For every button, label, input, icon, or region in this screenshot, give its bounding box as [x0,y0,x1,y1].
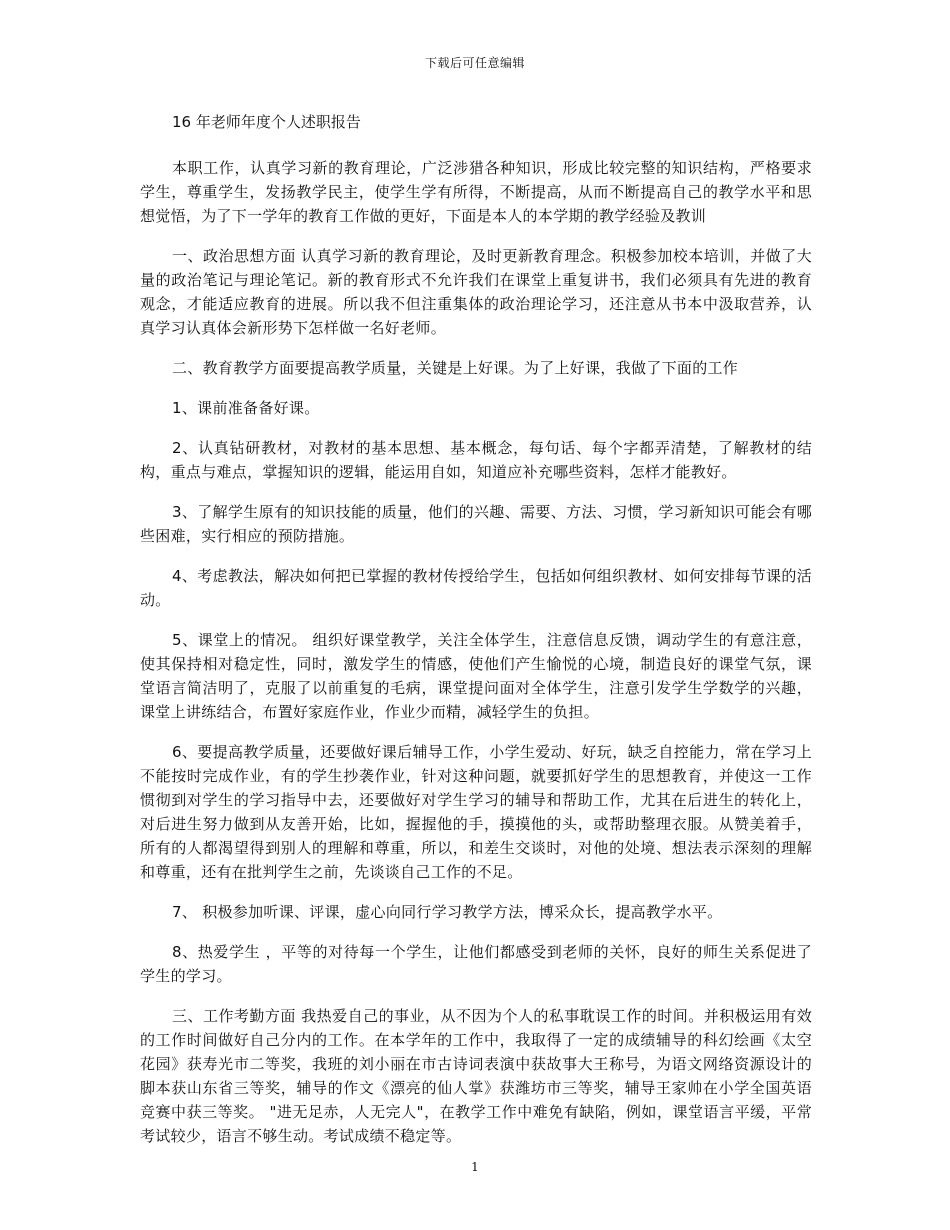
paragraph-item-4: 4、考虑教法，解决如何把已掌握的教材传授给学生，包括如何组织教材、如何安排每节课的活动。 [140,567,812,609]
paragraph-item-1: 1、课前准备备好课。 [172,399,320,417]
paragraph-item-7: 7、 积极参加听课、评课，虚心向同行学习教学方法，博采众长，提高教学水平。 [172,903,723,921]
paragraph-item-3: 3、了解学生原有的知识技能的质量，他们的兴趣、需要、方法、习惯，学习新知识可能会有哪些困难，实行相应的预防措施。 [140,503,812,545]
paragraph-political: 一、政治思想方面 认真学习新的教育理论，及时更新教育理念。积极参加校本培训，并做了大量的政治笔记与理论笔记。新的教育形式不允许我们在课堂上重复讲书，我们必须具有先进的教育观念，才能适应教育的进展。所以我不但注重集体的政治理论学习，还注意从书本中汲取营养，认真学习认真体会新形势下怎样做一名好老师。 [140,247,812,337]
paragraph-intro: 本职工作，认真学习新的教育理论，广泛涉猎各种知识，形成比较完整的知识结构，严格要求学生，尊重学生，发扬教学民主，使学生学有所得，不断提高，从而不断提高自己的教学水平和思想觉悟，为了下一学年的教育工作做的更好，下面是本人的本学期的教学经验及教训 [140,159,812,225]
paragraph-item-6: 6、要提高教学质量，还要做好课后辅导工作，小学生爱动、好玩，缺乏自控能力，常在学习上不能按时完成作业，有的学生抄袭作业，针对这种问题，就要抓好学生的思想教育，并使这一工作惯彻到对学生的学习指导中去，还要做好对学生学习的辅导和帮助工作，尤其在后进生的转化上，对后进生努力做到从友善开始，比如，握握他的手，摸摸他的头，或帮助整理衣服。从赞美着手，所有的人都渴望得到别人的理解和尊重，所以，和差生交谈时，对他的处境、想法表示深刻的理解和尊重，还有在批判学生之前，先谈谈自己工作的不足。 [140,743,812,881]
paragraph-item-8: 8、热爱学生 ，平等的对待每一个学生，让他们都感受到老师的关怀，良好的师生关系促进了学生的学习。 [140,943,812,985]
document-body [140,110,812,1164]
paragraph-item-2: 2、认真钻研教材，对教材的基本思想、基本概念，每句话、每个字都弄清楚，了解教材的结构，重点与难点，掌握知识的逻辑，能运用自如，知道应补充哪些资料，怎样才能教好。 [140,439,812,481]
paragraph-item-5: 5、课堂上的情况。 组织好课堂教学，关注全体学生，注意信息反馈，调动学生的有意注意，使其保持相对稳定性，同时，激发学生的情感，使他们产生愉悦的心境，制造良好的课堂气氛，课堂语言简洁明了，克服了以前重复的毛病，课堂提问面对全体学生，注意引发学生学数学的兴趣，课堂上讲练结合，布置好家庭作业，作业少而精，减轻学生的负担。 [140,631,812,721]
page-number: 1 [471,1160,479,1174]
document-title: 16 年老师年度个人述职报告 [172,113,361,131]
paragraph-attendance: 三、工作考勤方面 我热爱自己的事业，从不因为个人的私事耽误工作的时间。并积极运用有效的工作时间做好自己分内的工作。在本学年的工作中，我取得了一定的成绩辅导的科幻绘画《太空花园》获寿光市二等奖，我班的刘小丽在市古诗词表演中获故事大王称号，为语文网络资源设计的脚本获山东省三等奖，辅导的作文《漂亮的仙人掌》获潍坊市三等奖，辅导王家帅在小学全国英语竞赛中获三等奖。 "进无足赤，人无完人"，在教学工作中难免有缺陷，例如，课堂语言平缓，平常考试较少，语言不够生动。考试成绩不稳定等。 [140,1007,812,1145]
header-note: 下载后可任意编辑 [424,56,525,70]
paragraph-teaching-heading: 二、教育教学方面要提高教学质量，关键是上好课。为了上好课，我做了下面的工作 [172,359,739,377]
